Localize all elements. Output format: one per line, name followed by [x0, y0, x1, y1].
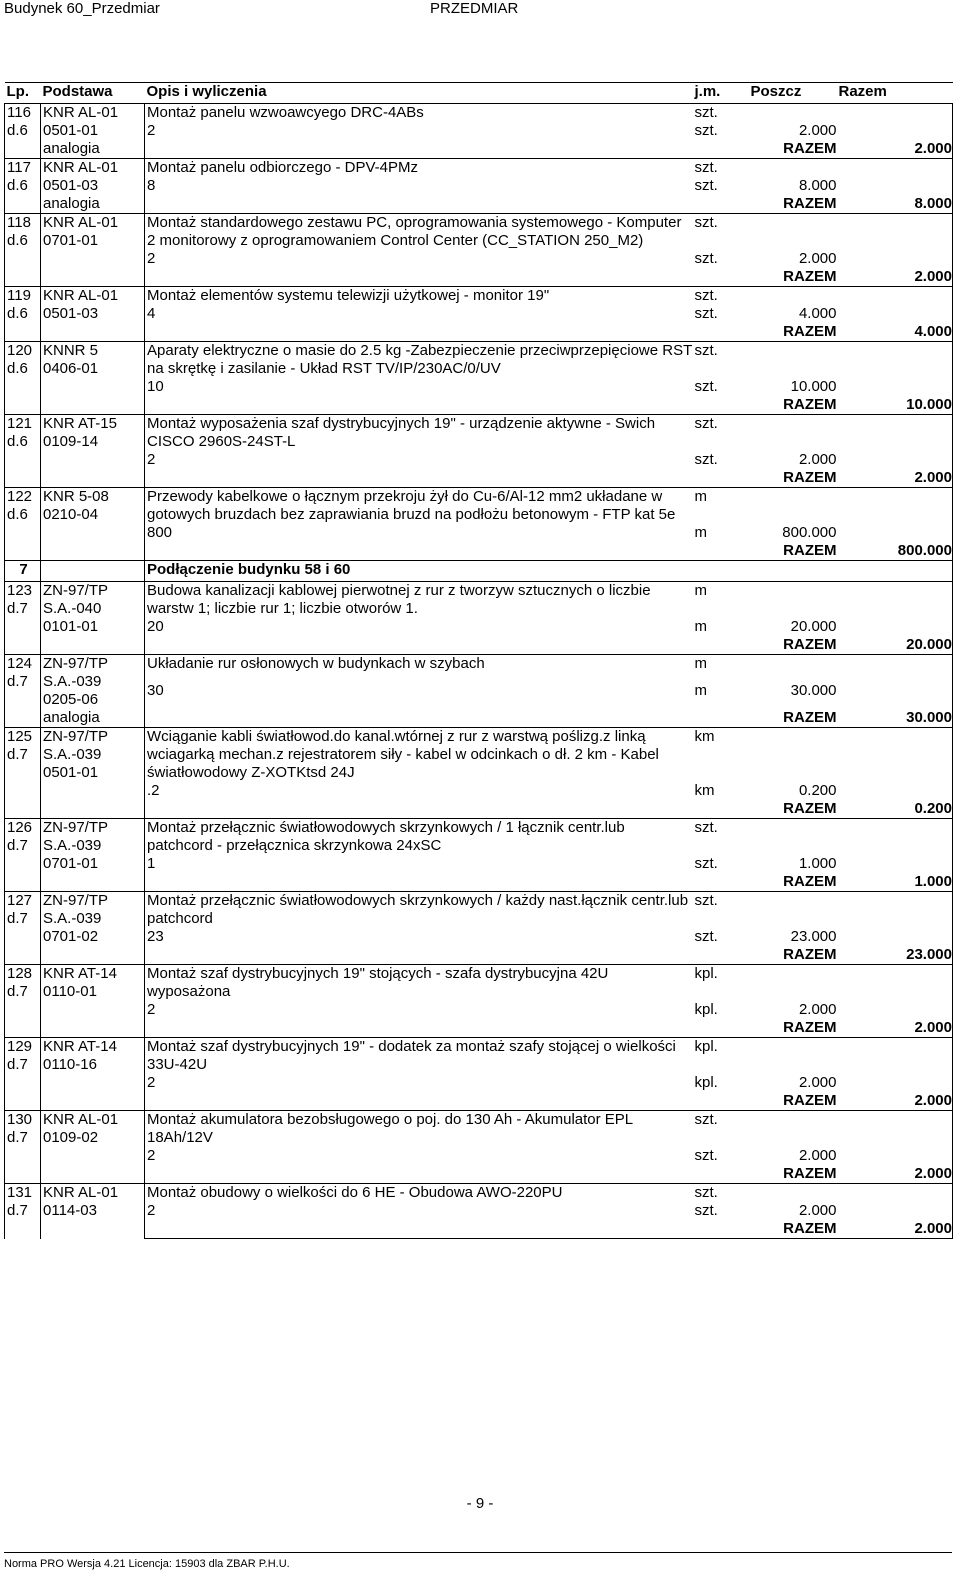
item-unit: m: [693, 582, 749, 619]
item-basis: KNR AL-01 0501-03 analogia: [41, 159, 145, 214]
item-description: Montaż akumulatora bezobsługowego o poj. do 130 Ah - Akumulator EPL 18Ah/12V: [145, 1111, 693, 1148]
calculation-row: [5, 177, 953, 195]
section-row: [5, 561, 953, 582]
sum-label: RAZEM: [783, 140, 837, 157]
calculation-value: .2: [147, 782, 160, 799]
calculation-row: [5, 1147, 953, 1165]
table-row: [5, 819, 953, 856]
item-description: Montaż przełącznic światłowodowych skrzynkowych / każdy nast.łącznik centr.lub patchcord: [145, 892, 693, 929]
sum-row: [5, 946, 953, 965]
sum-row: [5, 709, 953, 728]
item-number: 128 d.7: [5, 965, 41, 1038]
item-unit: kpl.: [693, 1038, 749, 1075]
item-description: Budowa kanalizacji kablowej pierwotnej z rur z tworzyw sztucznych o liczbie warstw 1; liczbie rur 1; liczbie otworów 1.: [145, 582, 693, 619]
item-number: 130 d.7: [5, 1111, 41, 1184]
section-title: Podłączenie budynku 58 i 60: [145, 561, 837, 582]
partial-total: 800.000: [782, 524, 837, 541]
col-podstawa: Podstawa: [41, 83, 145, 104]
col-jm: j.m.: [693, 83, 749, 104]
partial-total: 2.000: [798, 250, 837, 267]
item-basis: KNR AL-01 0114-03: [41, 1184, 145, 1239]
calculation-unit: szt.: [694, 177, 718, 194]
item-basis: KNR AT-14 0110-01: [41, 965, 145, 1038]
calculation-value: 1: [147, 855, 156, 872]
calculation-value: 2: [147, 451, 156, 468]
item-basis: KNR AL-01 0701-01: [41, 214, 145, 287]
document-header-title: PRZEDMIAR: [430, 0, 519, 17]
partial-total: 2.000: [798, 1001, 837, 1018]
table-row: [5, 728, 953, 783]
item-number: 116 d.6: [5, 104, 41, 159]
calculation-row: [5, 451, 953, 469]
calculation-row: [5, 618, 953, 636]
table-row: [5, 159, 953, 178]
section-7: [5, 561, 953, 582]
item-basis: ZN-97/TP S.A.-039 0701-01: [41, 819, 145, 892]
software-license-note: Norma PRO Wersja 4.21 Licencja: 15903 dla ZBAR P.H.U.: [4, 1552, 952, 1573]
sum-row: [5, 140, 953, 159]
sum-row: [5, 1220, 953, 1239]
sum-row: [5, 542, 953, 561]
sum-row: [5, 268, 953, 287]
item-unit: km: [693, 728, 749, 783]
item-number: 122 d.6: [5, 488, 41, 561]
sum-label: RAZEM: [783, 1019, 837, 1036]
calculation-row: [5, 305, 953, 323]
table-row: [5, 342, 953, 379]
item-unit: szt.: [693, 1111, 749, 1148]
partial-total: 2.000: [798, 1147, 837, 1164]
sum-row: [5, 1092, 953, 1111]
item-description: Montaż panelu wzwoawcyego DRC-4ABs: [145, 104, 693, 123]
calculation-row: [5, 782, 953, 800]
item-unit: szt.: [693, 214, 749, 251]
item-unit: szt.: [693, 287, 749, 306]
table-row: [5, 104, 953, 123]
items-section-6: [5, 104, 953, 561]
sum-label: RAZEM: [783, 323, 837, 340]
calculation-value: 23: [147, 928, 164, 945]
table-row: [5, 488, 953, 525]
sum-row: [5, 800, 953, 819]
col-lp: Lp.: [5, 83, 41, 104]
calculation-unit: m: [694, 682, 707, 700]
calculation-row: [5, 928, 953, 946]
calculation-unit: szt.: [694, 378, 718, 395]
partial-total: 2.000: [798, 122, 837, 139]
item-total: 10.000: [837, 396, 953, 415]
item-basis: KNR AL-01 0109-02: [41, 1111, 145, 1184]
table-row: [5, 287, 953, 306]
item-description: Montaż wyposażenia szaf dystrybucyjnych 19" - urządzenie aktywne - Swich CISCO 2960S-24ST-L: [145, 415, 693, 452]
sum-label: RAZEM: [783, 873, 837, 890]
item-total: 2.000: [837, 1019, 953, 1038]
calculation-value: 2: [147, 122, 156, 139]
calculation-row: [5, 682, 953, 709]
table-row: [5, 415, 953, 452]
calculation-value: 30: [147, 682, 164, 700]
sum-label: RAZEM: [783, 1165, 837, 1182]
col-poszcz: Poszcz: [749, 83, 837, 104]
calculation-value: 2: [147, 1001, 156, 1018]
sum-row: [5, 636, 953, 655]
item-number: 125 d.7: [5, 728, 41, 819]
document-header-left: Budynek 60_Przedmiar: [4, 0, 160, 17]
item-basis: KNR AL-01 0501-01 analogia: [41, 104, 145, 159]
items-section-7: [5, 582, 953, 1239]
item-number: 124 d.7: [5, 655, 41, 728]
section-number: 7: [5, 561, 41, 582]
calculation-value: 8: [147, 177, 156, 194]
item-basis: KNR AT-14 0110-16: [41, 1038, 145, 1111]
item-basis: KNR 5-08 0210-04: [41, 488, 145, 561]
calculation-unit: m: [694, 618, 707, 635]
calculation-unit: szt.: [694, 1202, 718, 1219]
przedmiar-table: [4, 82, 953, 1239]
item-description: Przewody kabelkowe o łącznym przekroju żył do Cu-6/Al-12 mm2 układane w gotowych bruzdach bez zaprawiania bruzd na podłożu betonowym - FTP kat 5e: [145, 488, 693, 525]
item-description: Montaż szaf dystrybucyjnych 19" stojących - szafa dystrybucyjna 42U wyposażona: [145, 965, 693, 1002]
partial-total: 20.000: [790, 618, 837, 635]
partial-total: 23.000: [790, 928, 837, 945]
table-row: [5, 1038, 953, 1075]
item-description: Wciąganie kabli światłowod.do kanal.wtórnej z rur z warstwą poślizg.z linką wciagarką mechan.z rejestratorem siły - kabel w odcinkach o dł. 2 km - Kabel światłowodowy Z-XOTKtsd 24J: [145, 728, 693, 783]
item-number: 127 d.7: [5, 892, 41, 965]
sum-row: [5, 1165, 953, 1184]
partial-total: 8.000: [798, 177, 837, 194]
calculation-value: 800: [147, 524, 173, 541]
table-row: [5, 1184, 953, 1203]
item-description: Montaż przełącznic światłowodowych skrzynkowych / 1 łącznik centr.lub patchcord - przełącznica skrzynkowa 24xSC: [145, 819, 693, 856]
item-basis: ZN-97/TP S.A.-040 0101-01: [41, 582, 145, 655]
item-unit: szt.: [693, 1184, 749, 1203]
sum-label: RAZEM: [783, 709, 837, 726]
sum-row: [5, 323, 953, 342]
calculation-unit: szt.: [694, 855, 718, 872]
item-number: 126 d.7: [5, 819, 41, 892]
sum-row: [5, 1019, 953, 1038]
calculation-row: [5, 122, 953, 140]
calculation-unit: km: [694, 782, 715, 799]
partial-total: 2.000: [798, 1074, 837, 1091]
item-number: 121 d.6: [5, 415, 41, 488]
item-number: 120 d.6: [5, 342, 41, 415]
calculation-row: [5, 1074, 953, 1092]
item-total: 2.000: [837, 140, 953, 159]
item-number: 117 d.6: [5, 159, 41, 214]
partial-total: 2.000: [798, 451, 837, 468]
item-basis: KNR AT-15 0109-14: [41, 415, 145, 488]
item-total: 0.200: [837, 800, 953, 819]
sum-label: RAZEM: [783, 1092, 837, 1109]
item-number: 118 d.6: [5, 214, 41, 287]
calculation-value: 2: [147, 1202, 156, 1219]
item-total: 2.000: [837, 1220, 953, 1239]
calculation-unit: szt.: [694, 122, 718, 139]
table-row: [5, 965, 953, 1002]
item-description: Montaż elementów systemu telewizji użytkowej - monitor 19": [145, 287, 693, 306]
calculation-unit: szt.: [694, 451, 718, 468]
calculation-unit: kpl.: [694, 1074, 718, 1091]
sum-row: [5, 469, 953, 488]
partial-total: 10.000: [790, 378, 837, 395]
sum-row: [5, 873, 953, 892]
calculation-value: 2: [147, 1147, 156, 1164]
item-total: 1.000: [837, 873, 953, 892]
calculation-unit: szt.: [694, 250, 718, 267]
partial-total: 1.000: [798, 855, 837, 872]
calculation-value: 2: [147, 250, 156, 267]
calculation-unit: szt.: [694, 1147, 718, 1164]
sum-label: RAZEM: [783, 800, 837, 817]
calculation-unit: szt.: [694, 305, 718, 322]
page-number: - 9 -: [466, 1495, 494, 1512]
item-total: 2.000: [837, 268, 953, 287]
calculation-row: [5, 1202, 953, 1220]
calculation-row: [5, 855, 953, 873]
col-razem: Razem: [837, 83, 953, 104]
item-unit: m: [693, 488, 749, 525]
sum-label: RAZEM: [783, 542, 837, 559]
calculation-unit: kpl.: [694, 1001, 718, 1018]
table-row: [5, 1111, 953, 1148]
item-description: Montaż obudowy o wielkości do 6 HE - Obudowa AWO-220PU: [145, 1184, 693, 1203]
item-total: 2.000: [837, 1165, 953, 1184]
item-description: Montaż standardowego zestawu PC, oprogramowania systemowego - Komputer 2 monitorowy z oprogramowaniem Control Center (CC_STATION 250_M2): [145, 214, 693, 251]
item-basis: KNNR 5 0406-01: [41, 342, 145, 415]
calculation-value: 20: [147, 618, 164, 635]
calculation-unit: m: [694, 524, 707, 541]
partial-total: 2.000: [798, 1202, 837, 1219]
item-number: 131 d.7: [5, 1184, 41, 1239]
item-description: Montaż szaf dystrybucyjnych 19" - dodatek za montaż szafy stojącej o wielkości 33U-42U: [145, 1038, 693, 1075]
table-row: [5, 655, 953, 683]
sum-row: [5, 396, 953, 415]
item-unit: szt.: [693, 159, 749, 178]
item-unit: szt.: [693, 892, 749, 929]
item-basis: ZN-97/TP S.A.-039 0501-01: [41, 728, 145, 819]
item-total: 8.000: [837, 195, 953, 214]
col-opis: Opis i wyliczenia: [145, 83, 693, 104]
sum-label: RAZEM: [783, 268, 837, 285]
calculation-value: 2: [147, 1074, 156, 1091]
partial-total: 4.000: [798, 305, 837, 322]
partial-total: 30.000: [790, 682, 837, 700]
sum-label: RAZEM: [783, 195, 837, 212]
item-unit: szt.: [693, 415, 749, 452]
item-unit: kpl.: [693, 965, 749, 1002]
item-basis: KNR AL-01 0501-03: [41, 287, 145, 342]
item-description: Aparaty elektryczne o masie do 2.5 kg -Zabezpieczenie przeciwprzepięciowe RST na skrętkę i zasilanie - Układ RST TV/IP/230AC/0/UV: [145, 342, 693, 379]
item-unit: szt.: [693, 342, 749, 379]
item-basis: ZN-97/TP S.A.-039 0205-06 analogia: [41, 655, 145, 728]
sum-label: RAZEM: [783, 469, 837, 486]
item-total: 800.000: [837, 542, 953, 561]
item-unit: m: [693, 655, 749, 683]
item-total: 20.000: [837, 636, 953, 655]
partial-total: 0.200: [798, 782, 837, 799]
calculation-row: [5, 250, 953, 268]
item-unit: szt.: [693, 819, 749, 856]
item-number: 123 d.7: [5, 582, 41, 655]
item-number: 119 d.6: [5, 287, 41, 342]
calculation-value: 4: [147, 305, 156, 322]
table-row: [5, 892, 953, 929]
item-total: 30.000: [837, 709, 953, 728]
sum-label: RAZEM: [749, 1220, 837, 1239]
sum-label: RAZEM: [783, 946, 837, 963]
calculation-unit: szt.: [694, 928, 718, 945]
item-number: 129 d.7: [5, 1038, 41, 1111]
table-header-row: [5, 83, 953, 104]
item-total: 2.000: [837, 469, 953, 488]
sum-row: [5, 195, 953, 214]
item-description: Montaż panelu odbiorczego - DPV-4PMz: [145, 159, 693, 178]
calculation-row: [5, 524, 953, 542]
item-unit: szt.: [693, 104, 749, 123]
calculation-row: [5, 378, 953, 396]
table-row: [5, 214, 953, 251]
item-total: 23.000: [837, 946, 953, 965]
item-basis: ZN-97/TP S.A.-039 0701-02: [41, 892, 145, 965]
item-total: 4.000: [837, 323, 953, 342]
calculation-value: 10: [147, 378, 164, 395]
sum-label: RAZEM: [783, 396, 837, 413]
sum-label: RAZEM: [783, 636, 837, 653]
calculation-row: [5, 1001, 953, 1019]
item-description: Układanie rur osłonowych w budynkach w szybach: [145, 655, 693, 683]
item-total: 2.000: [837, 1092, 953, 1111]
table-row: [5, 582, 953, 619]
